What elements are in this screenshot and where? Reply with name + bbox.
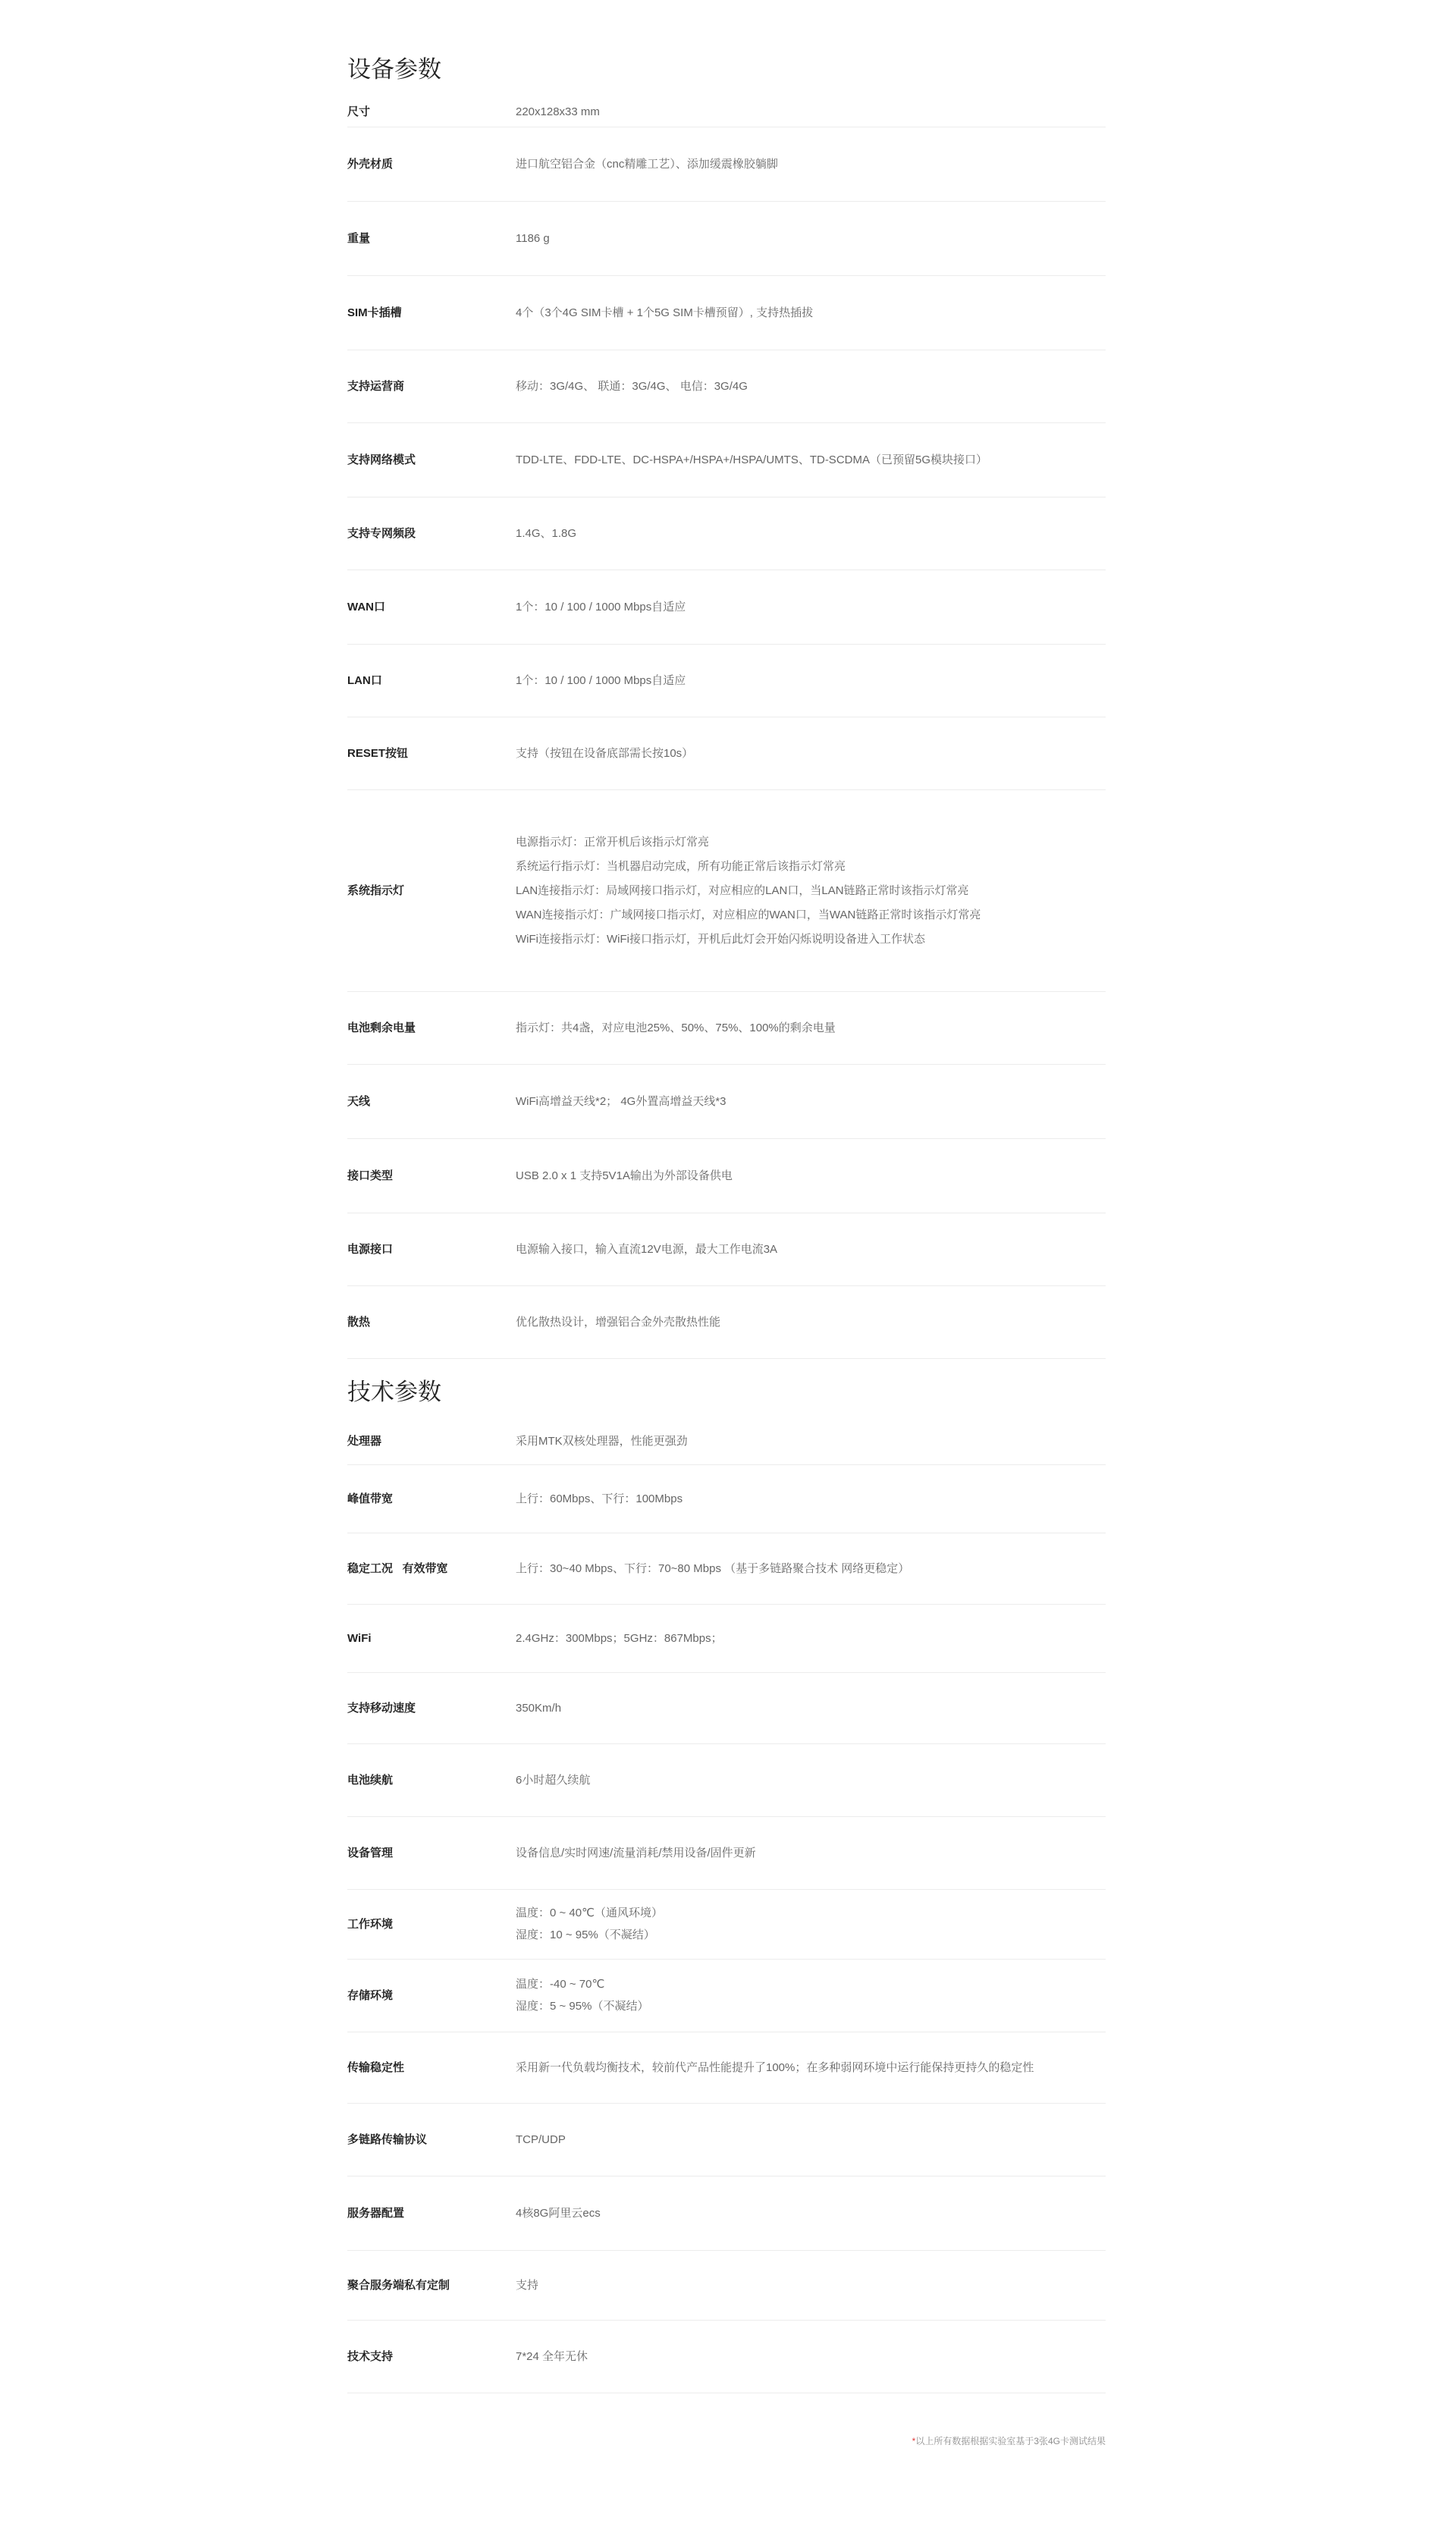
spec-label: 尺寸 [347, 105, 371, 118]
spec-label: WAN口 [347, 600, 385, 614]
spec-value-line: 上行：30~40 Mbps、下行：70~80 Mbps （基于多链路聚合技术 网络更稳定） [516, 1561, 910, 1575]
spec-value [516, 1906, 663, 1943]
spec-row [347, 1890, 1106, 1960]
spec-value [516, 379, 748, 394]
spec-label: 系统指示灯 [347, 883, 405, 897]
spec-value [516, 1094, 726, 1109]
spec-value [516, 1021, 836, 1036]
spec-value [516, 1561, 909, 1577]
spec-value [516, 526, 576, 541]
spec-value-line: 1186 g [516, 231, 550, 245]
spec-row [347, 1465, 1106, 1533]
spec-value-line: 电源输入接口，输入直流12V电源，最大工作电流3A [516, 1242, 778, 1256]
spec-value-line: 1.4G、1.8G [516, 526, 577, 540]
spec-row [347, 1605, 1106, 1673]
spec-value [516, 746, 693, 761]
spec-value-line: 1个：10 / 100 / 1000 Mbps自适应 [516, 600, 686, 614]
spec-label: 技术支持 [347, 2349, 394, 2363]
spec-value [516, 1631, 723, 1646]
spec-value-line: 上行：60Mbps、下行：100Mbps [516, 1492, 683, 1505]
spec-value [516, 306, 813, 321]
spec-value-line: 采用新一代负载均衡技术，较前代产品性能提升了100%；在多种弱网环境中运行能保持更持久的稳定性 [516, 2060, 1034, 2074]
spec-value [516, 2349, 588, 2365]
tech-section-title: 技术参数 [347, 1379, 441, 1405]
spec-value-line: 支持（按钮在设备底部需长按10s） [516, 746, 694, 760]
spec-value-line: 4核8G阿里云ecs [516, 2206, 601, 2220]
spec-row [347, 1139, 1106, 1213]
spec-label: 峰值带宽 [347, 1492, 394, 1505]
spec-value [516, 231, 550, 246]
spec-value [516, 1169, 733, 1184]
tech-params-section [347, 1359, 1106, 2393]
spec-label: LAN口 [347, 673, 382, 687]
spec-row [347, 1960, 1106, 2032]
spec-row [347, 2176, 1106, 2251]
spec-value-line: WAN连接指示灯：广域网接口指示灯，对应相应的WAN口，当WAN链路正常时该指示灯常亮 [516, 908, 981, 921]
spec-value [516, 2278, 538, 2293]
spec-value-line: 指示灯：共4盏，对应电池25%、50%、75%、100%的剩余电量 [516, 1021, 836, 1034]
spec-label: 外壳材质 [347, 157, 394, 171]
device-params-section [347, 0, 1106, 1359]
spec-label: 工作环境 [347, 1917, 394, 1931]
spec-value [516, 2060, 1034, 2076]
spec-label: 存储环境 [347, 1988, 394, 2002]
spec-row [347, 790, 1106, 992]
spec-row [347, 202, 1106, 276]
spec-value-line: 温度：0 ~ 40℃（通风环境） [516, 1906, 663, 1919]
spec-label: 设备管理 [347, 1846, 394, 1859]
spec-row [347, 423, 1106, 497]
spec-row [347, 1286, 1106, 1359]
spec-value-line: 6小时超久续航 [516, 1773, 591, 1787]
spec-value [516, 105, 600, 120]
spec-row [347, 2251, 1106, 2321]
spec-value [516, 1977, 648, 2014]
spec-value-line: 湿度：10 ~ 95%（不凝结） [516, 1928, 655, 1941]
spec-value-line: 进口航空铝合金（cnc精雕工艺）、添加缓震橡胶躺脚 [516, 157, 778, 171]
spec-value [516, 1242, 777, 1257]
spec-value [516, 1701, 561, 1716]
spec-value-line: 湿度：5 ~ 95%（不凝结） [516, 2000, 649, 2013]
spec-value-line: TDD-LTE、FDD-LTE、DC-HSPA+/HSPA+/HSPA/UMTS、TD-SCDMA（已预留5G模块接口） [516, 453, 987, 466]
spec-row [347, 97, 1106, 127]
spec-row [347, 1065, 1106, 1139]
spec-value-line: 优化散热设计，增强铝合金外壳散热性能 [516, 1315, 721, 1329]
spec-value [516, 1315, 720, 1330]
spec-row [347, 2321, 1106, 2393]
spec-label: 支持网络模式 [347, 453, 416, 466]
spec-value [516, 453, 987, 468]
spec-value [516, 2132, 566, 2148]
spec-row [347, 992, 1106, 1065]
spec-value-line: 7*24 全年无休 [516, 2349, 588, 2363]
spec-row [347, 2032, 1106, 2104]
spec-label: 重量 [347, 231, 371, 245]
spec-row [347, 1533, 1106, 1605]
spec-value-line: WiFi高增益天线*2； 4G外置高增益天线*3 [516, 1094, 726, 1108]
spec-value-line: 采用MTK双核处理器，性能更强劲 [516, 1434, 688, 1448]
spec-label: 散热 [347, 1315, 371, 1329]
spec-row [347, 1213, 1106, 1286]
spec-row [347, 276, 1106, 350]
spec-value-line: TCP/UDP [516, 2132, 566, 2146]
spec-row [347, 1673, 1106, 1744]
spec-value [516, 157, 778, 172]
spec-label: 聚合服务端私有定制 [347, 2278, 450, 2292]
footnote-text: 以上所有数据根据实验室基于3张4G卡测试结果 [915, 2436, 1106, 2446]
spec-value-line: 设备信息/实时网速/流量消耗/禁用设备/固件更新 [516, 1846, 756, 1859]
spec-row [347, 497, 1106, 570]
spec-label: RESET按钮 [347, 746, 409, 760]
spec-value-line: 系统运行指示灯：当机器启动完成，所有功能正常后该指示灯常亮 [516, 859, 846, 873]
spec-label: 处理器 [347, 1434, 382, 1448]
spec-value-line: 移动：3G/4G、 联通：3G/4G、 电信：3G/4G [516, 379, 748, 393]
spec-label: 电源接口 [347, 1242, 394, 1256]
spec-value [516, 1773, 590, 1788]
spec-value [516, 835, 981, 947]
spec-value-line: WiFi连接指示灯：WiFi接口指示灯，开机后此灯会开始闪烁说明设备进入工作状态 [516, 932, 925, 946]
spec-row [347, 1817, 1106, 1890]
spec-label: 接口类型 [347, 1169, 394, 1182]
spec-page [347, 0, 1106, 2447]
spec-row [347, 570, 1106, 645]
spec-value-line: 电源指示灯：正常开机后该指示灯常亮 [516, 835, 710, 849]
spec-label: 多链路传输协议 [347, 2132, 428, 2146]
spec-label: 天线 [347, 1094, 371, 1108]
spec-label: 传输稳定性 [347, 2060, 405, 2074]
footnote [347, 2435, 1106, 2447]
spec-label: 支持移动速度 [347, 1701, 416, 1715]
spec-label: 支持专网频段 [347, 526, 416, 540]
spec-value-line: 1个：10 / 100 / 1000 Mbps自适应 [516, 673, 686, 687]
spec-value [516, 673, 686, 689]
spec-row [347, 645, 1106, 717]
spec-value-line: 350Km/h [516, 1701, 562, 1715]
spec-row [347, 717, 1106, 790]
spec-label: 电池续航 [347, 1773, 394, 1787]
footnote-star: * [912, 2436, 916, 2446]
spec-label: 稳定工况 有效带宽 [347, 1561, 448, 1575]
spec-label: 支持运营商 [347, 379, 405, 393]
spec-value-line: 220x128x33 mm [516, 105, 600, 118]
spec-value-line: 2.4GHz：300Mbps；5GHz：867Mbps； [516, 1631, 723, 1645]
device-section-title: 设备参数 [347, 56, 441, 83]
spec-label: SIM卡插槽 [347, 306, 402, 319]
spec-row [347, 2104, 1106, 2176]
spec-label: 电池剩余电量 [347, 1021, 416, 1034]
spec-value [516, 1492, 682, 1507]
spec-value [516, 1434, 688, 1449]
spec-row [347, 1418, 1106, 1465]
spec-value-line: 温度：-40 ~ 70℃ [516, 1978, 605, 1991]
spec-value-line: 支持 [516, 2278, 539, 2292]
spec-value [516, 600, 686, 615]
spec-value-line: LAN连接指示灯：局域网接口指示灯，对应相应的LAN口，当LAN链路正常时该指示灯常亮 [516, 883, 969, 897]
spec-row [347, 127, 1106, 202]
spec-value [516, 2206, 601, 2221]
spec-value-line: USB 2.0 x 1 支持5V1A输出为外部设备供电 [516, 1169, 733, 1182]
spec-row [347, 350, 1106, 423]
spec-value [516, 1846, 756, 1861]
spec-label: 服务器配置 [347, 2206, 405, 2220]
spec-row [347, 1744, 1106, 1817]
spec-label: WiFi [347, 1631, 372, 1645]
spec-value-line: 4个（3个4G SIM卡槽 + 1个5G SIM卡槽预留）, 支持热插拔 [516, 306, 814, 319]
